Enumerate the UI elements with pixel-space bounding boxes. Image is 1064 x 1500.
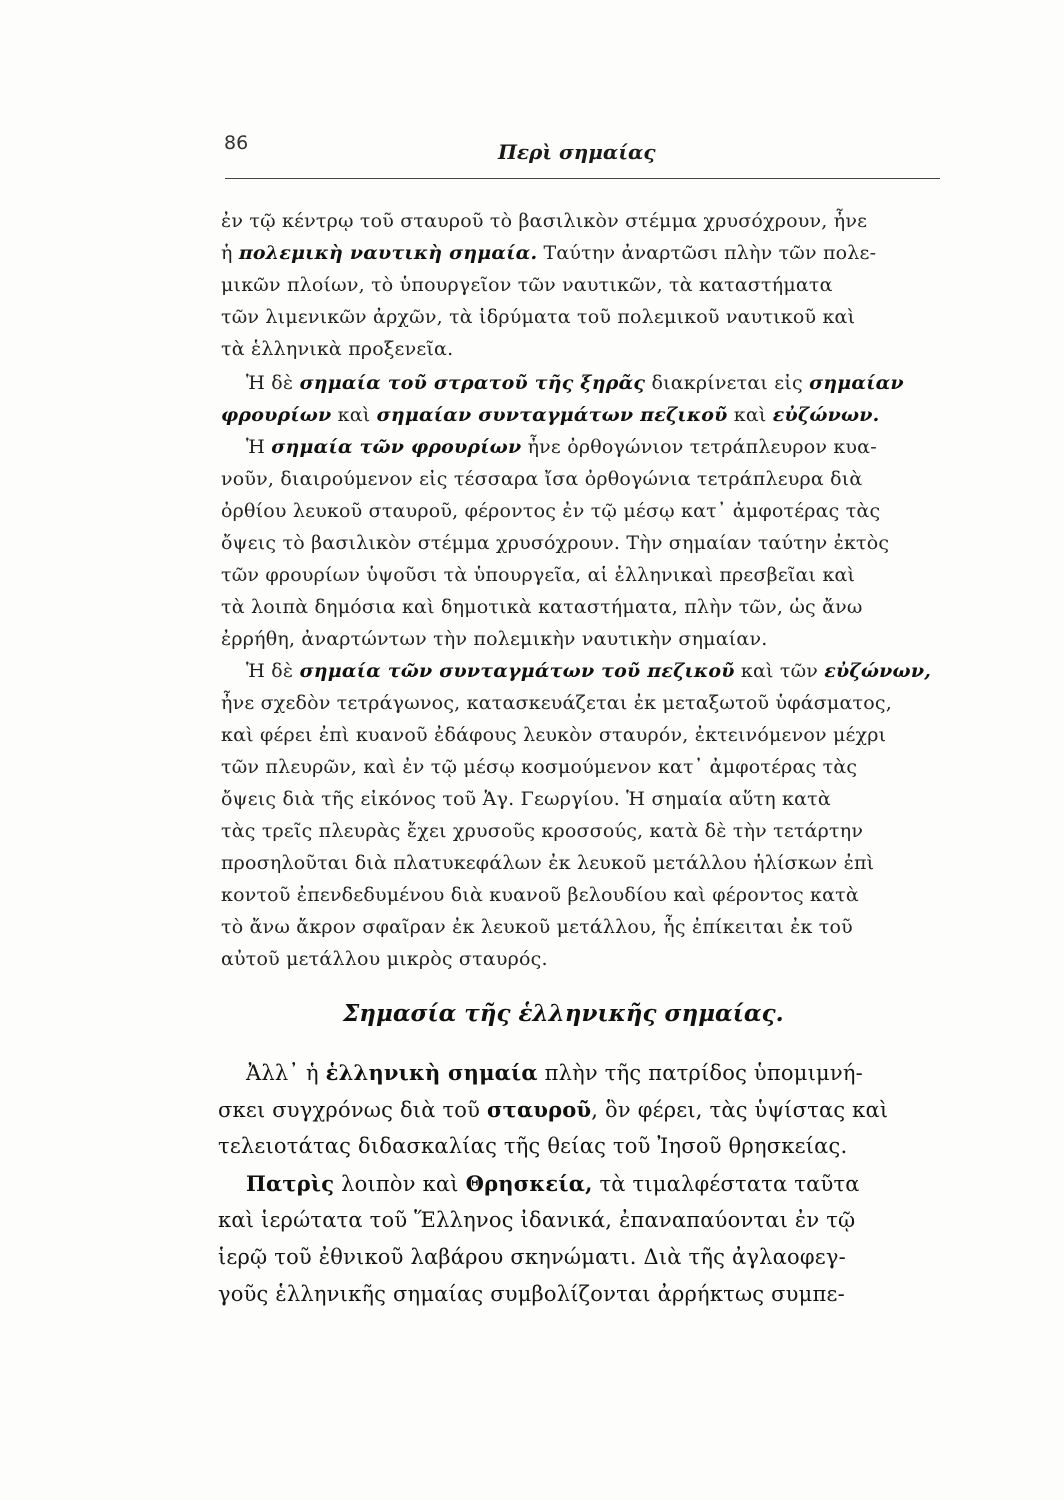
text-line: ἡ πολεμικὴ ναυτικὴ σημαία. Ταύτην ἀναρτῶσι πλὴν τῶν πολε- <box>221 242 877 264</box>
emphasis: πολεμικὴ ναυτικὴ σημαία. <box>238 242 538 264</box>
text-line: γοῦς ἑλληνικῆς σημαίας συμβολίζονται ἀρρήκτως συμπε- <box>218 1282 845 1306</box>
text-line: τῶν λιμενικῶν ἀρχῶν, τὰ ἱδρύματα τοῦ πολεμικοῦ ναυτικοῦ καὶ <box>221 306 856 328</box>
text-line: μικῶν πλοίων, τὸ ὑπουργεῖον τῶν ναυτικῶν, τὰ καταστήματα <box>221 274 833 296</box>
emphasis: Πατρὶς <box>246 1171 335 1196</box>
emphasis: σημαίαν <box>809 372 904 394</box>
text-line: φρουρίων καὶ σημαίαν συνταγμάτων πεζικοῦ καὶ εὐζώνων. <box>221 404 880 426</box>
text-line: τῶν φρουρίων ὑψοῦσι τὰ ὑπουργεῖα, αἱ ἑλληνικαὶ πρεσβεῖαι καὶ <box>221 564 856 586</box>
text-line: Ἀλλ᾽ ἡ ἑλληνικὴ σημαία πλὴν τῆς πατρίδος ὑπομιμνή- <box>246 1060 863 1085</box>
emphasis: εὐζώνων. <box>772 404 880 426</box>
page-number: 86 <box>224 132 249 154</box>
running-title: Περὶ σημαίας <box>498 140 656 164</box>
text-line: ὀρθίου λευκοῦ σταυροῦ, φέροντος ἐν τῷ μέσῳ κατ᾽ ἀμφοτέρας τὰς <box>221 500 881 522</box>
text-line: καὶ ἱερώτατα τοῦ Ἕλληνος ἰδανικά, ἐπαναπαύονται ἐν τῷ <box>218 1208 856 1232</box>
text-line: ἐν τῷ κέντρῳ τοῦ σταυροῦ τὸ βασιλικὸν στέμμα χρυσόχρουν, ἦνε <box>221 210 868 232</box>
text-line: τὰ λοιπὰ δημόσια καὶ δημοτικὰ καταστήματα, πλὴν τῶν, ὡς ἄνω <box>221 596 863 618</box>
emphasis: σημαία τῶν συνταγμάτων τοῦ πεζικοῦ <box>299 660 735 682</box>
text-line: Πατρὶς λοιπὸν καὶ Θρησκεία, τὰ τιμαλφέστατα ταῦτα <box>246 1171 860 1196</box>
emphasis: ἑλληνικὴ σημαία <box>325 1060 538 1085</box>
text-line: ὄψεις τὸ βασιλικὸν στέμμα χρυσόχρουν. Τὴν σημαίαν ταύτην ἐκτὸς <box>221 532 890 554</box>
text-line: σκει συγχρόνως διὰ τοῦ σταυροῦ, ὃν φέρει, τὰς ὑψίστας καὶ <box>218 1097 889 1122</box>
text-line: Ἡ δὲ σημαία τοῦ στρατοῦ τῆς ξηρᾶς διακρίνεται εἰς σημαίαν <box>246 372 904 394</box>
text-line: Ἡ σημαία τῶν φρουρίων ἦνε ὀρθογώνιον τετράπλευρον κυα- <box>246 436 877 458</box>
text-line: ἱερῷ τοῦ ἐθνικοῦ λαβάρου σκηνώματι. Διὰ τῆς ἀγλαοφεγ- <box>218 1245 846 1269</box>
text-line: προσηλοῦται διὰ πλατυκεφάλων ἐκ λευκοῦ μετάλλου ἡλίσκων ἐπὶ <box>221 852 875 874</box>
text-line: ἐρρήθη, ἀναρτώντων τὴν πολεμικὴν ναυτικὴν σημαίαν. <box>221 628 768 650</box>
text-line: Ἡ δὲ σημαία τῶν συνταγμάτων τοῦ πεζικοῦ καὶ τῶν εὐζώνων, <box>246 660 932 682</box>
emphasis: σημαίαν συνταγμάτων πεζικοῦ <box>376 404 728 426</box>
emphasis: σημαία τῶν φρουρίων <box>271 436 522 458</box>
text-line: τὸ ἄνω ἄκρον σφαῖραν ἐκ λευκοῦ μετάλλου, ἧς ἐπίκειται ἐκ τοῦ <box>221 916 853 938</box>
text-line: αὐτοῦ μετάλλου μικρὸς σταυρός. <box>221 948 548 970</box>
text-line: ἦνε σχεδὸν τετράγωνος, κατασκευάζεται ἐκ μεταξωτοῦ ὑφάσματος, <box>221 692 892 714</box>
text-line: νοῦν, διαιρούμενον εἰς τέσσαρα ἴσα ὀρθογώνια τετράπλευρα διὰ <box>221 468 863 490</box>
emphasis: εὐζώνων, <box>824 660 932 682</box>
emphasis: σταυροῦ <box>486 1097 592 1122</box>
emphasis: σημαία τοῦ στρατοῦ τῆς ξηρᾶς <box>299 372 646 394</box>
text-line: τὰς τρεῖς πλευρὰς ἔχει χρυσοῦς κροσσούς, κατὰ δὲ τὴν τετάρτην <box>221 820 864 842</box>
text-line: κοντοῦ ἐπενδεδυμένου διὰ κυανοῦ βελουδίου καὶ φέροντος κατὰ <box>221 884 859 906</box>
text-line: τελειοτάτας διδασκαλίας τῆς θείας τοῦ Ἰησοῦ θρησκείας. <box>218 1134 848 1158</box>
text-line: τὰ ἑλληνικὰ προξενεῖα. <box>221 338 454 360</box>
text-line: καὶ φέρει ἐπὶ κυανοῦ ἐδάφους λευκὸν σταυρόν, ἐκτεινόμενον μέχρι <box>221 724 887 746</box>
emphasis: φρουρίων <box>221 404 332 426</box>
emphasis: Θρησκεία, <box>465 1171 593 1196</box>
header-rule <box>225 178 940 179</box>
text-line: τῶν πλευρῶν, καὶ ἐν τῷ μέσῳ κοσμούμενον κατ᾽ ἀμφοτέρας τὰς <box>221 756 858 778</box>
text-line: ὄψεις διὰ τῆς εἰκόνος τοῦ Ἁγ. Γεωργίου. Ἡ σημαία αὕτη κατὰ <box>221 788 831 810</box>
section-title: Σημασία τῆς ἑλληνικῆς σημαίας. <box>343 1000 784 1027</box>
